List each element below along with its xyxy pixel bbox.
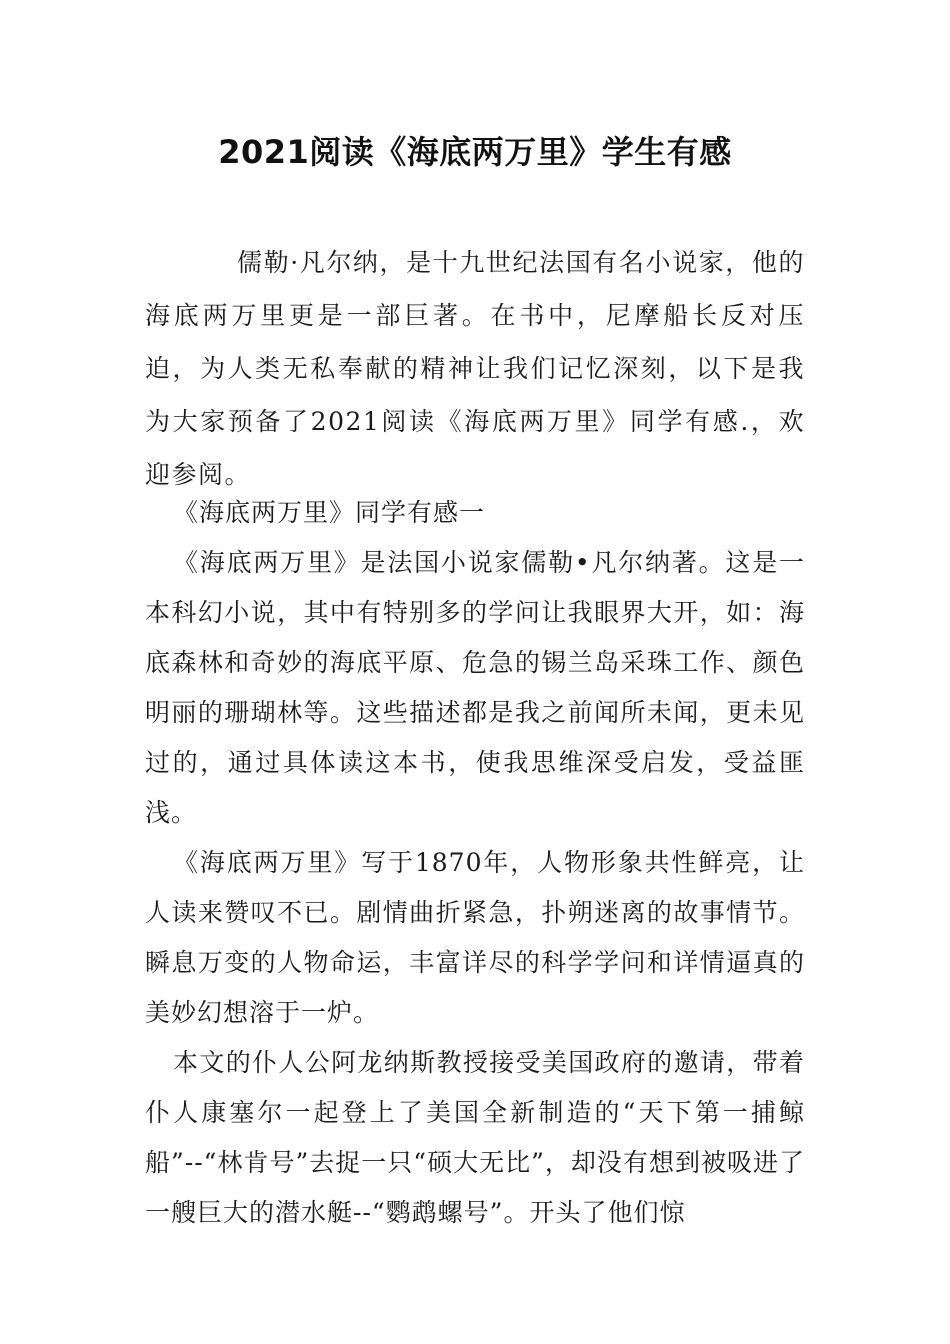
page-title: 2021阅读《海底两万里》学生有感: [218, 133, 732, 171]
body-paragraph: 《海底两万里》写于1870年，人物形象共性鲜亮，让人读来赞叹不已。剧情曲折紧急，扑朔迷离的故事情节。瞬息万变的人物命运，丰富详尽的科学学问和详情逼真的美妙幻想溶于一炉。: [145, 848, 805, 1027]
body-paragraph: 本文的仆人公阿龙纳斯教授接受美国政府的邀请，带着仆人康塞尔一起登上了美国全新制造的“天下第一捕鲸船”--“林肯号”去捉一只“硕大无比”，却没有想到被吸进了一艘巨大的潜水艇--“鹦鹉螺号”。开头了他们惊: [145, 1048, 805, 1227]
body-paragraph: 《海底两万里》是法国小说家儒勒•凡尔纳著。这是一本科幻小说，其中有特别多的学问让我眼界大开，如：海底森林和奇妙的海底平原、危急的锡兰岛采珠工作、颜色明丽的珊瑚林等。这些描述都是我之前闻所未闻，更未见过的，通过具体读这本书，使我思维深受启发，受益匪浅。: [145, 548, 805, 827]
section-heading: 《海底两万里》同学有感一: [173, 498, 486, 527]
essay-section: [145, 488, 805, 1238]
intro-paragraph: 儒勒·凡尔纳，是十九世纪法国有名小说家，他的海底两万里更是一部巨著。在书中，尼摩船长反对压迫，为人类无私奉献的精神让我们记忆深刻，以下是我为大家预备了2021阅读《海底两万里》同学有感.，欢迎参阅。: [145, 248, 805, 489]
